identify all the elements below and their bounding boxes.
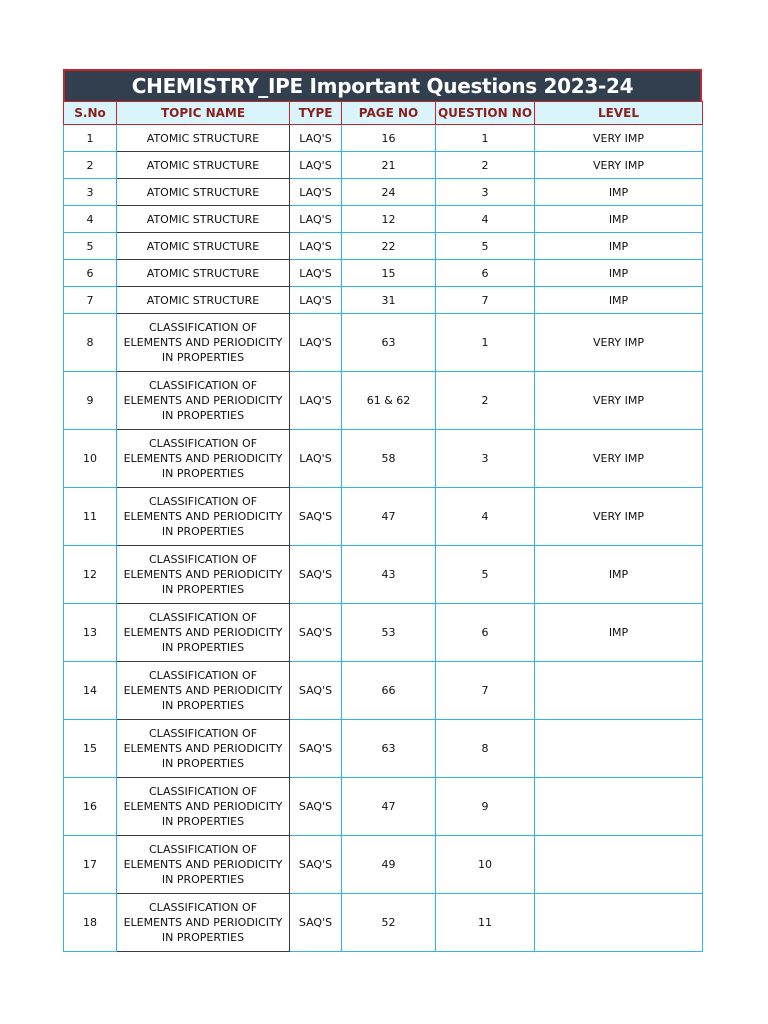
table-row xyxy=(64,314,703,372)
cell-level xyxy=(535,662,703,720)
cell-sno: 5 xyxy=(64,233,117,260)
topic-text: CLASSIFICATION OF ELEMENTS AND PERIODICITY IN PROPERTIES xyxy=(123,785,283,828)
cell-question: 5 xyxy=(436,233,535,260)
cell-page: 61 & 62 xyxy=(342,372,436,430)
cell-type: LAQ'S xyxy=(290,125,342,152)
table-row xyxy=(64,894,703,952)
topic-text: ATOMIC STRUCTURE xyxy=(146,131,260,145)
cell-topic xyxy=(117,372,290,430)
topic-text: CLASSIFICATION OF ELEMENTS AND PERIODICITY IN PROPERTIES xyxy=(123,727,283,770)
cell-type: LAQ'S xyxy=(290,372,342,430)
table-row xyxy=(64,778,703,836)
cell-type: SAQ'S xyxy=(290,720,342,778)
cell-sno: 1 xyxy=(64,125,117,152)
cell-page: 47 xyxy=(342,778,436,836)
cell-topic xyxy=(117,662,290,720)
cell-sno: 10 xyxy=(64,430,117,488)
cell-level: IMP xyxy=(535,287,703,314)
cell-topic xyxy=(117,233,290,260)
table-row xyxy=(64,287,703,314)
table-body xyxy=(64,125,703,952)
header-page: PAGE NO xyxy=(342,102,436,125)
cell-page: 52 xyxy=(342,894,436,952)
questions-sheet xyxy=(63,69,702,952)
cell-question: 2 xyxy=(436,372,535,430)
cell-question: 2 xyxy=(436,152,535,179)
header-level: LEVEL xyxy=(535,102,703,125)
table-row xyxy=(64,720,703,778)
cell-topic xyxy=(117,206,290,233)
cell-page: 12 xyxy=(342,206,436,233)
cell-sno: 13 xyxy=(64,604,117,662)
cell-level: VERY IMP xyxy=(535,314,703,372)
cell-question: 7 xyxy=(436,662,535,720)
topic-text: CLASSIFICATION OF ELEMENTS AND PERIODICITY IN PROPERTIES xyxy=(123,901,283,944)
cell-question: 6 xyxy=(436,604,535,662)
cell-sno: 12 xyxy=(64,546,117,604)
cell-page: 24 xyxy=(342,179,436,206)
cell-level: IMP xyxy=(535,233,703,260)
cell-question: 11 xyxy=(436,894,535,952)
topic-text: ATOMIC STRUCTURE xyxy=(146,212,260,226)
cell-level xyxy=(535,778,703,836)
cell-type: SAQ'S xyxy=(290,488,342,546)
topic-text: CLASSIFICATION OF ELEMENTS AND PERIODICITY IN PROPERTIES xyxy=(123,843,283,886)
cell-type: LAQ'S xyxy=(290,430,342,488)
topic-text: ATOMIC STRUCTURE xyxy=(146,239,260,253)
header-question: QUESTION NO xyxy=(436,102,535,125)
table-row xyxy=(64,179,703,206)
cell-sno: 2 xyxy=(64,152,117,179)
cell-question: 3 xyxy=(436,430,535,488)
topic-text: ATOMIC STRUCTURE xyxy=(146,293,260,307)
cell-level: IMP xyxy=(535,604,703,662)
cell-level: VERY IMP xyxy=(535,488,703,546)
cell-topic xyxy=(117,720,290,778)
cell-level xyxy=(535,836,703,894)
questions-table xyxy=(63,101,703,952)
cell-sno: 15 xyxy=(64,720,117,778)
cell-type: LAQ'S xyxy=(290,152,342,179)
table-header xyxy=(64,102,703,125)
cell-sno: 17 xyxy=(64,836,117,894)
cell-question: 6 xyxy=(436,260,535,287)
cell-topic xyxy=(117,125,290,152)
cell-topic xyxy=(117,894,290,952)
cell-topic xyxy=(117,152,290,179)
topic-text: CLASSIFICATION OF ELEMENTS AND PERIODICITY IN PROPERTIES xyxy=(123,321,283,364)
cell-question: 4 xyxy=(436,206,535,233)
cell-sno: 16 xyxy=(64,778,117,836)
cell-question: 8 xyxy=(436,720,535,778)
page-title: CHEMISTRY_IPE Important Questions 2023-24 xyxy=(63,69,702,101)
cell-sno: 18 xyxy=(64,894,117,952)
cell-page: 47 xyxy=(342,488,436,546)
cell-level: IMP xyxy=(535,546,703,604)
cell-sno: 9 xyxy=(64,372,117,430)
cell-question: 1 xyxy=(436,314,535,372)
cell-topic xyxy=(117,260,290,287)
cell-level xyxy=(535,720,703,778)
cell-question: 1 xyxy=(436,125,535,152)
cell-type: SAQ'S xyxy=(290,604,342,662)
table-row xyxy=(64,488,703,546)
topic-text: ATOMIC STRUCTURE xyxy=(146,185,260,199)
topic-text: ATOMIC STRUCTURE xyxy=(146,266,260,280)
table-row xyxy=(64,372,703,430)
cell-question: 4 xyxy=(436,488,535,546)
cell-type: LAQ'S xyxy=(290,233,342,260)
cell-sno: 3 xyxy=(64,179,117,206)
cell-page: 63 xyxy=(342,720,436,778)
table-row xyxy=(64,836,703,894)
cell-type: SAQ'S xyxy=(290,778,342,836)
cell-level xyxy=(535,894,703,952)
cell-level: IMP xyxy=(535,206,703,233)
cell-page: 63 xyxy=(342,314,436,372)
cell-sno: 14 xyxy=(64,662,117,720)
cell-type: SAQ'S xyxy=(290,836,342,894)
cell-type: LAQ'S xyxy=(290,206,342,233)
topic-text: CLASSIFICATION OF ELEMENTS AND PERIODICITY IN PROPERTIES xyxy=(123,379,283,422)
topic-text: ATOMIC STRUCTURE xyxy=(146,158,260,172)
cell-type: LAQ'S xyxy=(290,260,342,287)
cell-page: 21 xyxy=(342,152,436,179)
cell-page: 58 xyxy=(342,430,436,488)
cell-question: 9 xyxy=(436,778,535,836)
cell-topic xyxy=(117,179,290,206)
header-topic: TOPIC NAME xyxy=(117,102,290,125)
table-row xyxy=(64,233,703,260)
table-row xyxy=(64,430,703,488)
cell-topic xyxy=(117,488,290,546)
cell-level: VERY IMP xyxy=(535,430,703,488)
topic-text: CLASSIFICATION OF ELEMENTS AND PERIODICITY IN PROPERTIES xyxy=(123,611,283,654)
cell-sno: 4 xyxy=(64,206,117,233)
table-row xyxy=(64,662,703,720)
cell-question: 7 xyxy=(436,287,535,314)
cell-page: 66 xyxy=(342,662,436,720)
cell-sno: 11 xyxy=(64,488,117,546)
cell-type: LAQ'S xyxy=(290,179,342,206)
cell-type: SAQ'S xyxy=(290,546,342,604)
cell-level: VERY IMP xyxy=(535,125,703,152)
table-row xyxy=(64,125,703,152)
cell-question: 3 xyxy=(436,179,535,206)
cell-level: IMP xyxy=(535,260,703,287)
cell-topic xyxy=(117,546,290,604)
cell-level: VERY IMP xyxy=(535,372,703,430)
cell-page: 49 xyxy=(342,836,436,894)
cell-sno: 8 xyxy=(64,314,117,372)
table-row xyxy=(64,152,703,179)
cell-topic xyxy=(117,314,290,372)
cell-type: LAQ'S xyxy=(290,287,342,314)
cell-page: 15 xyxy=(342,260,436,287)
cell-topic xyxy=(117,778,290,836)
cell-sno: 7 xyxy=(64,287,117,314)
table-row xyxy=(64,260,703,287)
cell-question: 5 xyxy=(436,546,535,604)
cell-page: 22 xyxy=(342,233,436,260)
cell-type: LAQ'S xyxy=(290,314,342,372)
table-row xyxy=(64,206,703,233)
cell-page: 43 xyxy=(342,546,436,604)
cell-question: 10 xyxy=(436,836,535,894)
cell-topic xyxy=(117,604,290,662)
table-row xyxy=(64,604,703,662)
cell-sno: 6 xyxy=(64,260,117,287)
table-row xyxy=(64,546,703,604)
topic-text: CLASSIFICATION OF ELEMENTS AND PERIODICITY IN PROPERTIES xyxy=(123,495,283,538)
cell-topic xyxy=(117,287,290,314)
cell-level: IMP xyxy=(535,179,703,206)
cell-page: 16 xyxy=(342,125,436,152)
header-row xyxy=(64,102,703,125)
topic-text: CLASSIFICATION OF ELEMENTS AND PERIODICITY IN PROPERTIES xyxy=(123,553,283,596)
topic-text: CLASSIFICATION OF ELEMENTS AND PERIODICITY IN PROPERTIES xyxy=(123,669,283,712)
topic-text: CLASSIFICATION OF ELEMENTS AND PERIODICITY IN PROPERTIES xyxy=(123,437,283,480)
cell-type: SAQ'S xyxy=(290,894,342,952)
cell-topic xyxy=(117,836,290,894)
header-type: TYPE xyxy=(290,102,342,125)
cell-level: VERY IMP xyxy=(535,152,703,179)
cell-type: SAQ'S xyxy=(290,662,342,720)
cell-page: 31 xyxy=(342,287,436,314)
cell-page: 53 xyxy=(342,604,436,662)
header-sno: S.No xyxy=(64,102,117,125)
cell-topic xyxy=(117,430,290,488)
